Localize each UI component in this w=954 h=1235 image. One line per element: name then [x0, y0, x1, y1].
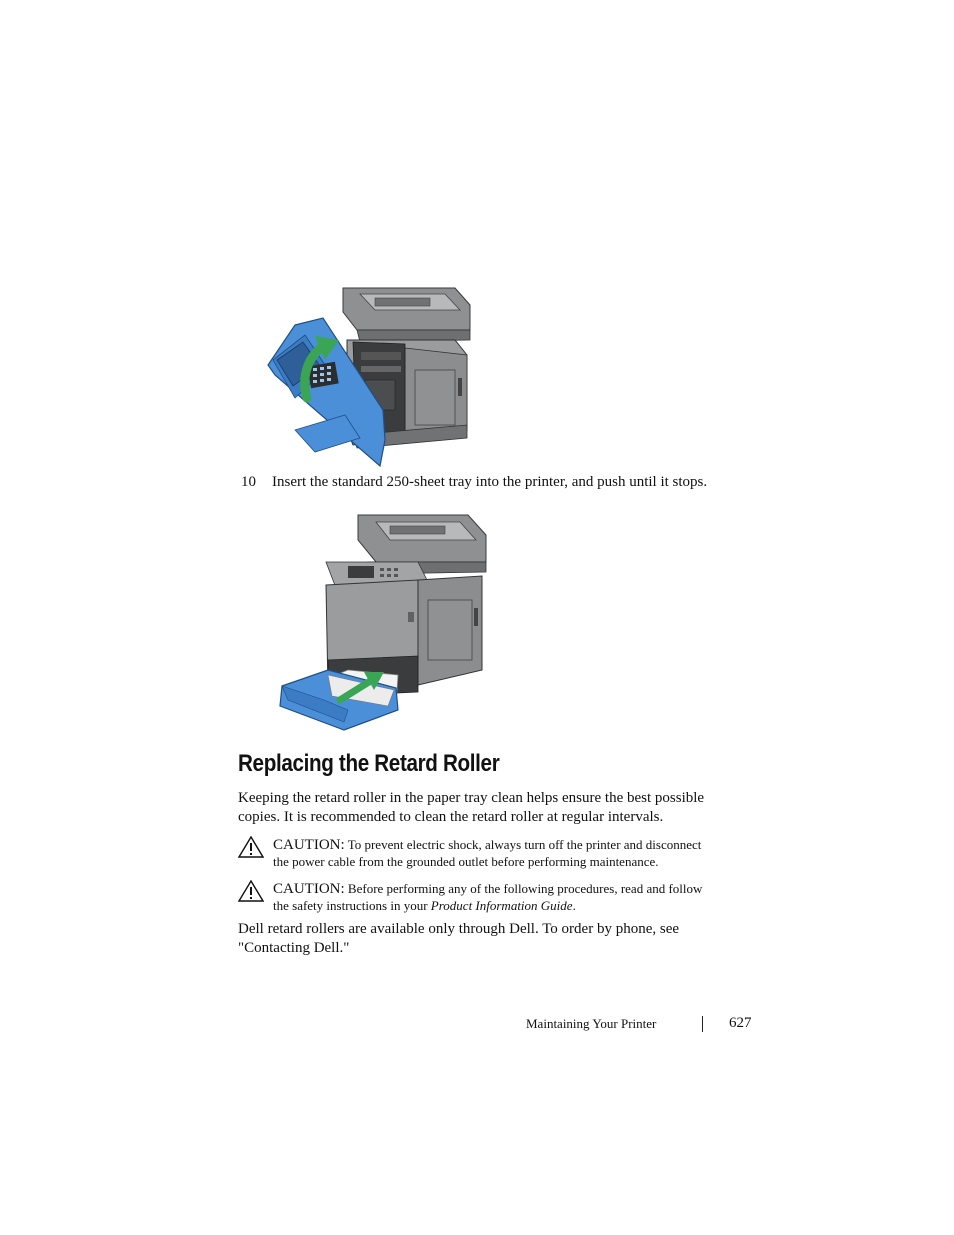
page-number: 627 — [729, 1015, 752, 1031]
caution-label: CAUTION: — [273, 881, 345, 897]
product-information-guide-title: Product Information Guide — [430, 898, 573, 913]
caution-text-pre: the safety instructions in your — [273, 898, 431, 913]
caution-text-continued — [273, 897, 576, 914]
closing-line-2: "Contacting Dell." — [238, 940, 350, 956]
intro-line-2: copies. It is recommended to clean the retard roller at regular intervals. — [238, 809, 664, 825]
caution-label: CAUTION: — [273, 837, 345, 853]
section-title: Replacing the Retard Roller — [238, 750, 500, 777]
printer-tray-illustration — [268, 510, 490, 736]
caution-text: To prevent electric shock, always turn off the printer and disconnect — [347, 837, 702, 852]
caution-text: Before performing any of the following procedures, read and follow — [347, 881, 703, 896]
caution-text-continued: the power cable from the grounded outlet before performing maintenance. — [273, 854, 659, 869]
step-text: Insert the standard 250-sheet tray into the printer, and push until it stops. — [272, 474, 708, 490]
step-number: 10 — [241, 474, 256, 490]
caution-warning-icon — [238, 880, 264, 902]
closing-line-1: Dell retard rollers are available only through Dell. To order by phone, see — [238, 921, 680, 937]
intro-line-1: Keeping the retard roller in the paper tray clean helps ensure the best possible — [238, 790, 705, 806]
printer-front-cover-illustration — [265, 280, 475, 470]
footer-separator — [702, 1016, 703, 1032]
footer-chapter: Maintaining Your Printer — [526, 1016, 657, 1031]
caution-text-post: . — [572, 898, 576, 913]
caution-warning-icon — [238, 836, 264, 858]
